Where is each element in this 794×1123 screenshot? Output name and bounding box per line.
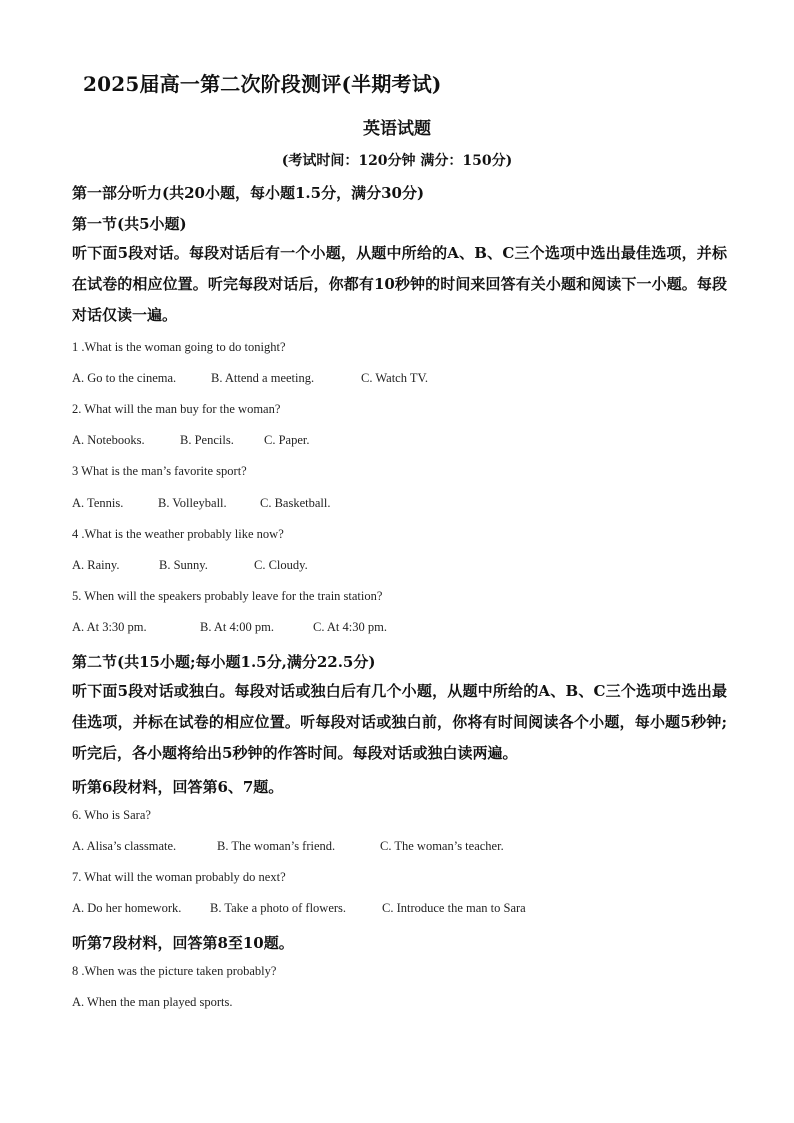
option-b: B. Sunny. (159, 558, 208, 572)
section1-instructions: 听下面5段对话。每段对话后有一个小题，从题中所给的A、B、C三个选项中选出最佳选项，并标在试卷的相应位置。听完每段对话后，你都有10秒钟的时间来回答有关小题和阅读下一小题。每段对话仅读一遍。 (72, 244, 727, 324)
question-stem: 3 What is the man’s favorite sport? (72, 464, 247, 478)
option-a: A. Do her homework. (72, 901, 182, 915)
option-a: A. Alisa’s classmate. (72, 839, 177, 853)
option-b: B. The woman’s friend. (217, 839, 336, 853)
question-stem: 2. What will the man buy for the woman? (72, 402, 281, 416)
option-c: C. The woman’s teacher. (380, 839, 504, 853)
option-b: B. Attend a meeting. (211, 371, 315, 385)
option-c: C. Watch TV. (361, 371, 429, 385)
exam-timing: (考试时间：120分钟 满分：150分) (281, 153, 513, 169)
option-c: C. Cloudy. (254, 558, 308, 572)
option-b: B. At 4:00 pm. (200, 620, 274, 634)
option-c: C. Basketball. (260, 496, 331, 510)
option-c: C. Introduce the man to Sara (382, 901, 526, 915)
section2-title: 第二节(共15小题;每小题1.5分,满分22.5分) (72, 653, 376, 671)
option-c: C. At 4:30 pm. (313, 620, 387, 634)
option-b: B. Pencils. (180, 433, 234, 447)
question-stem: 6. Who is Sara? (72, 808, 151, 822)
option-a: A. Rainy. (72, 558, 120, 572)
question-stem: 5. When will the speakers probably leave for the train station? (72, 589, 383, 603)
subject-title: 英语试题 (363, 119, 431, 139)
option-c: C. Paper. (264, 433, 310, 447)
option-b: B. Volleyball. (158, 496, 227, 510)
question-stem: 7. What will the woman probably do next? (72, 870, 286, 884)
material7-title: 听第7段材料，回答第8至10题。 (72, 934, 294, 952)
option-a: A. Notebooks. (72, 433, 145, 447)
part1-title: 第一部分听力(共20小题，每小题1.5分，满分30分) (72, 184, 425, 202)
material6-title: 听第6段材料，回答第6、7题。 (72, 778, 284, 796)
option-b: B. Take a photo of flowers. (210, 901, 347, 915)
question-stem: 1 .What is the woman going to do tonight? (72, 340, 286, 354)
option-a: A. Go to the cinema. (72, 371, 177, 385)
option-a: A. At 3:30 pm. (72, 620, 147, 634)
option-a: A. Tennis. (72, 496, 124, 510)
section2-instructions: 听下面5段对话或独白。每段对话或独白后有几个小题，从题中所给的A、B、C三个选项中选出最佳选项，并标在试卷的相应位置。听每段对话或独白前，你将有时间阅读各个小题，每小题5秒钟;听完后，各小题将给出5秒钟的作答时间。每段对话或独白读两遍。 (72, 682, 727, 762)
question-stem: 8 .When was the picture taken probably? (72, 964, 277, 978)
question-stem: 4 .What is the weather probably like now? (72, 527, 284, 541)
option-a: A. When the man played sports. (72, 995, 233, 1009)
exam-title: 2025届高一第二次阶段测评(半期考试) (83, 72, 442, 96)
section1-title: 第一节(共5小题) (72, 215, 187, 233)
